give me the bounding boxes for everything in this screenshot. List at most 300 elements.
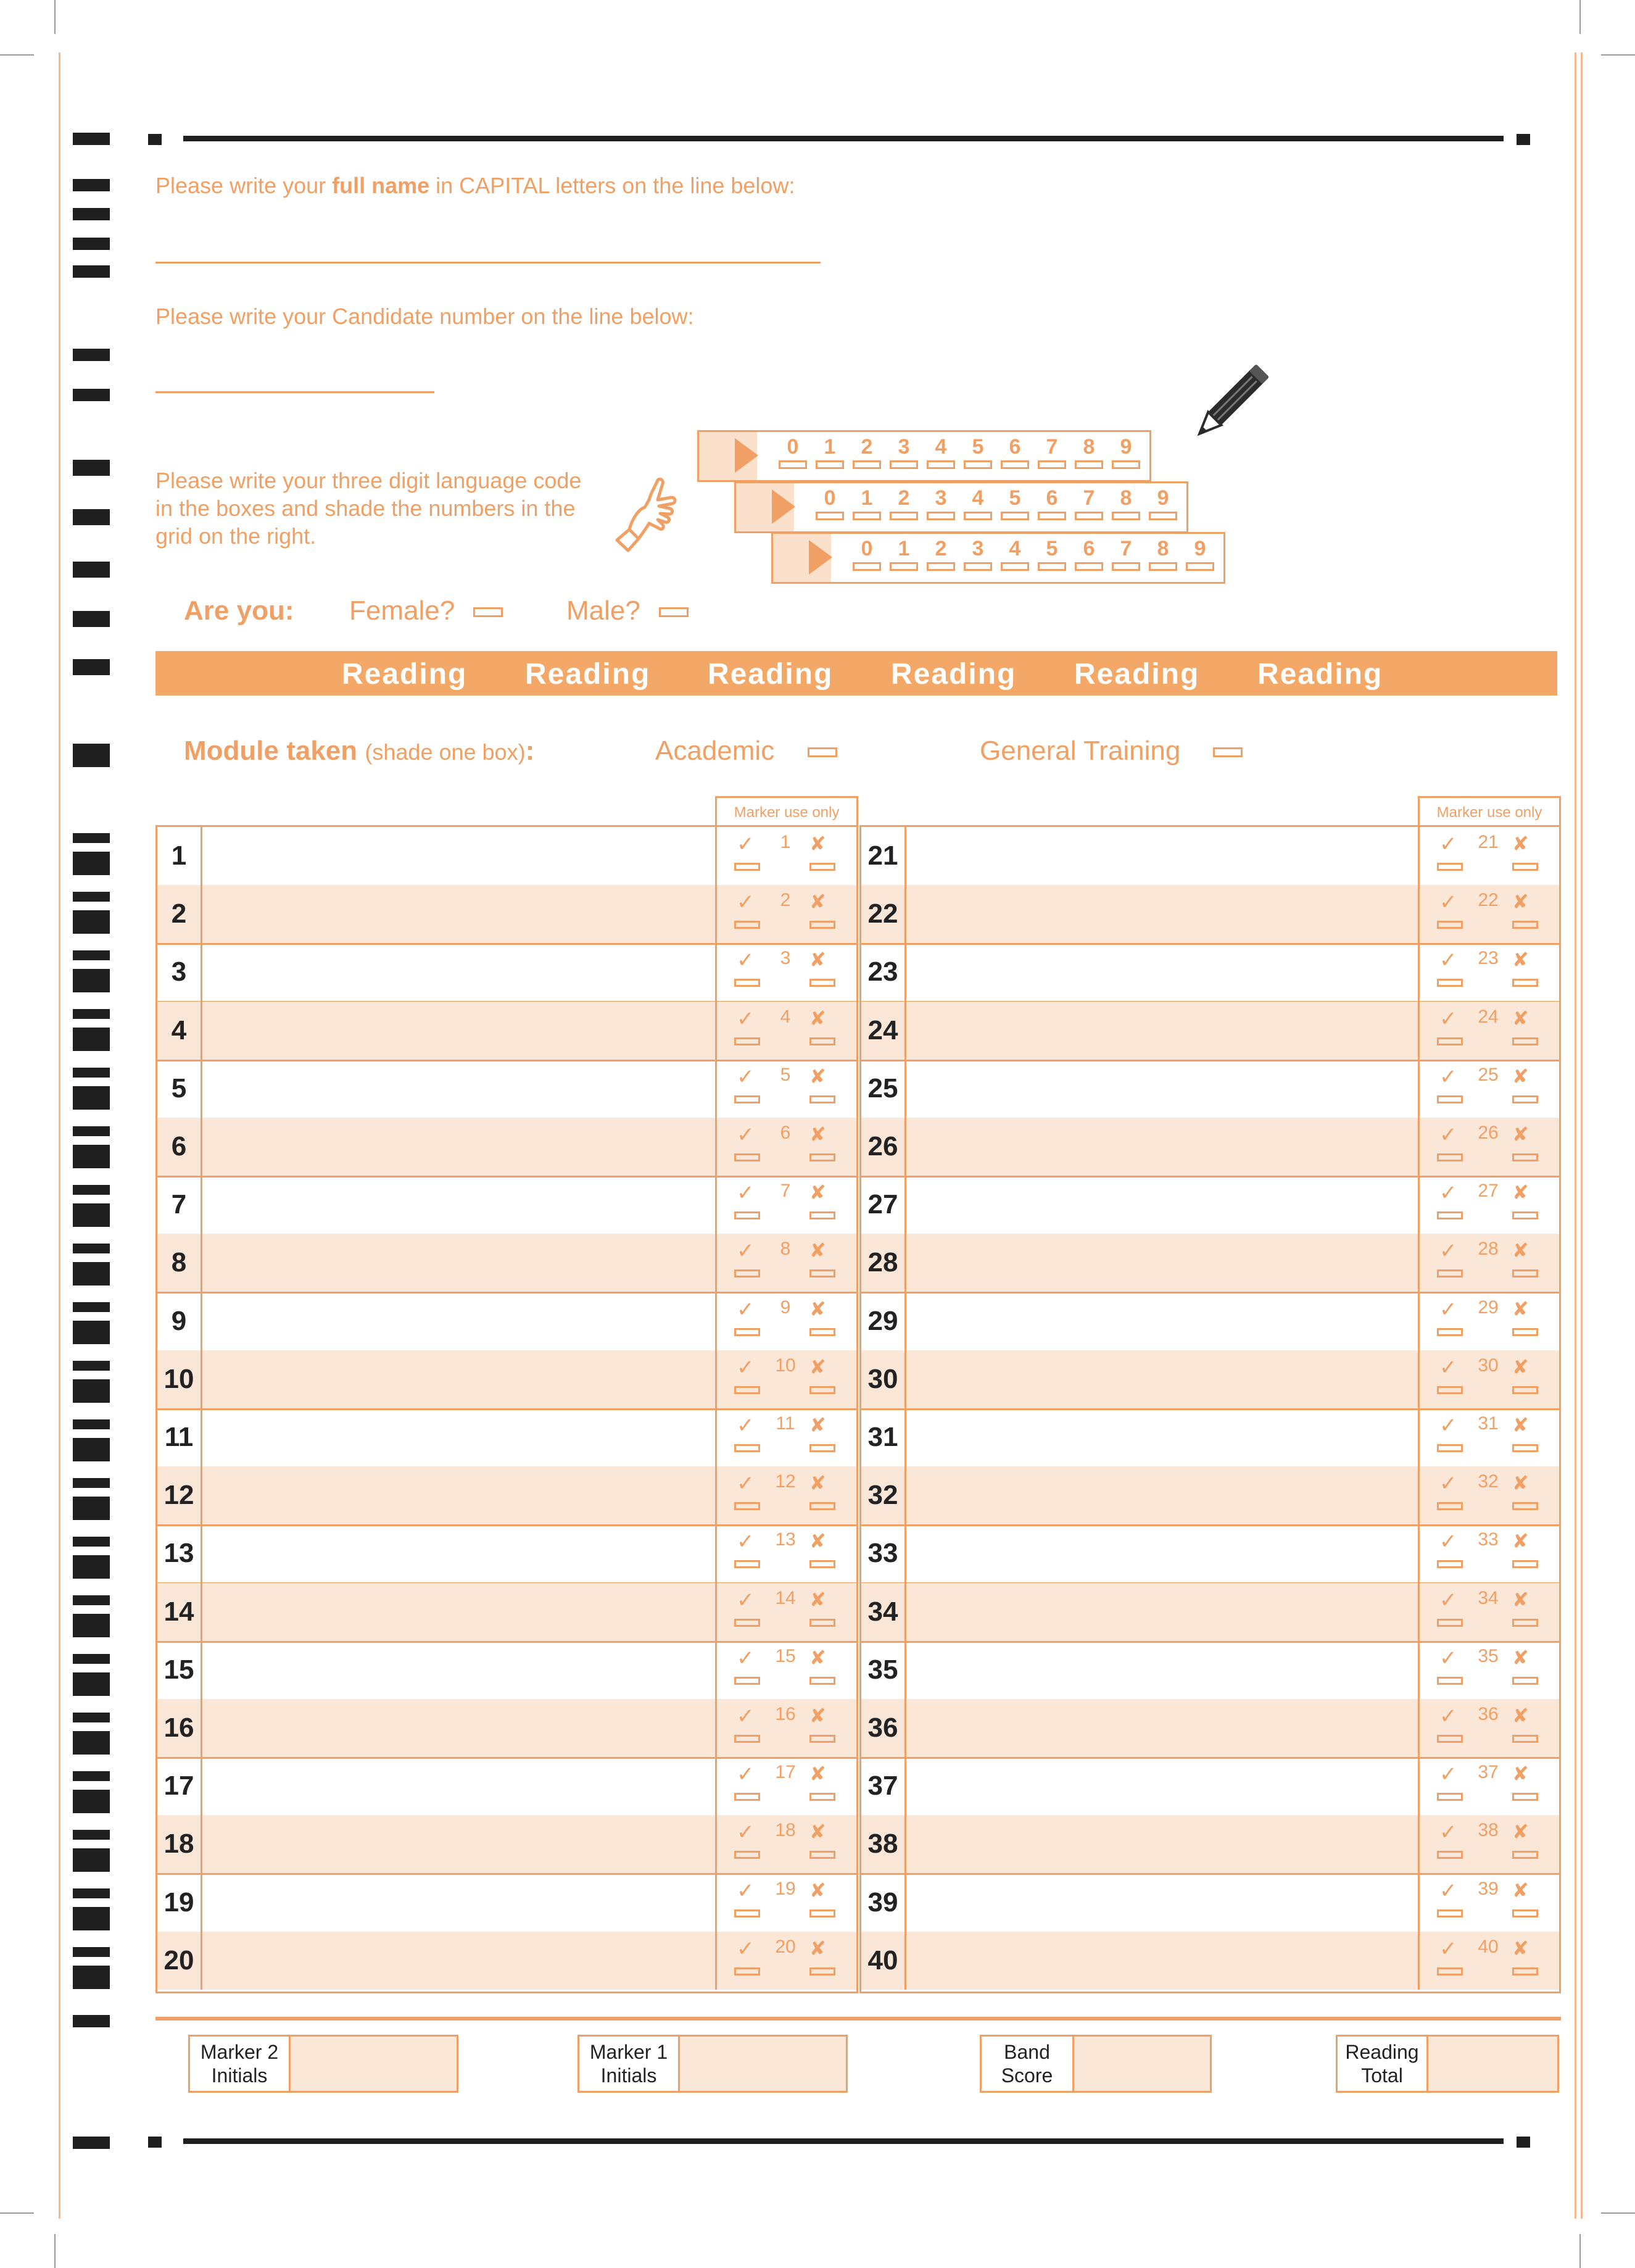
digit-checkbox[interactable] bbox=[816, 460, 844, 469]
timing-mark bbox=[73, 1203, 110, 1227]
incorrect-mark-box[interactable] bbox=[1512, 1328, 1538, 1336]
language-digit-option[interactable]: 8 bbox=[1072, 435, 1106, 469]
answer-row bbox=[861, 1757, 1559, 1817]
cross-icon: ✘ bbox=[1512, 1007, 1529, 1029]
correct-mark-box[interactable] bbox=[734, 1560, 760, 1568]
correct-mark-box[interactable] bbox=[734, 863, 760, 871]
timing-mark bbox=[73, 1713, 110, 1722]
answer-field[interactable] bbox=[906, 1641, 1420, 1699]
question-number: 40 bbox=[861, 1932, 906, 1990]
correct-mark-box[interactable] bbox=[734, 1037, 760, 1045]
answer-field[interactable] bbox=[906, 1002, 1420, 1060]
correct-mark-box[interactable] bbox=[734, 1619, 760, 1627]
language-digit-option[interactable]: 1 bbox=[813, 435, 847, 469]
correct-mark-box[interactable] bbox=[1437, 1037, 1463, 1045]
language-digit-option[interactable]: 9 bbox=[1183, 537, 1217, 571]
language-digit-option[interactable]: 0 bbox=[776, 435, 810, 469]
answer-field[interactable] bbox=[202, 1118, 717, 1176]
timing-mark bbox=[73, 1028, 110, 1051]
correct-mark-box[interactable] bbox=[734, 1909, 760, 1917]
tick-icon: ✓ bbox=[1439, 1588, 1457, 1612]
language-digit-option[interactable]: 3 bbox=[961, 537, 995, 571]
male-checkbox[interactable] bbox=[659, 607, 689, 617]
marker-cell bbox=[715, 1815, 853, 1873]
marker-question-number: 31 bbox=[1478, 1413, 1499, 1434]
cross-icon: ✘ bbox=[1512, 1239, 1529, 1262]
digit-checkbox[interactable] bbox=[964, 562, 992, 571]
answer-field[interactable] bbox=[906, 1234, 1420, 1292]
incorrect-mark-box[interactable] bbox=[1512, 1967, 1538, 1975]
marker-cell bbox=[715, 1350, 853, 1408]
digit-checkbox[interactable] bbox=[853, 512, 881, 520]
answer-field[interactable] bbox=[906, 1292, 1420, 1350]
band-label: Reading bbox=[1074, 658, 1200, 691]
timing-mark bbox=[73, 1654, 110, 1664]
marker-cell bbox=[715, 1408, 853, 1466]
marker-cell bbox=[715, 1874, 853, 1932]
correct-mark-box[interactable] bbox=[1437, 1386, 1463, 1394]
marker-question-number: 25 bbox=[1478, 1064, 1499, 1085]
question-number: 24 bbox=[861, 1002, 906, 1060]
correct-mark-box[interactable] bbox=[734, 1677, 760, 1685]
correct-mark-box[interactable] bbox=[734, 1851, 760, 1859]
correct-mark-box[interactable] bbox=[1437, 1444, 1463, 1452]
digit-checkbox[interactable] bbox=[1112, 512, 1140, 520]
crop-mark bbox=[0, 54, 34, 56]
marker-question-number: 27 bbox=[1478, 1181, 1499, 1202]
correct-mark-box[interactable] bbox=[1437, 1095, 1463, 1103]
answer-field[interactable] bbox=[906, 1699, 1420, 1757]
marker-question-number: 10 bbox=[775, 1355, 796, 1376]
language-digit-option[interactable]: 3 bbox=[887, 435, 921, 469]
answer-field[interactable] bbox=[202, 1757, 717, 1815]
tick-icon: ✓ bbox=[1439, 1239, 1457, 1263]
language-digit-option[interactable]: 9 bbox=[1146, 486, 1180, 520]
answer-field[interactable] bbox=[906, 1060, 1420, 1118]
question-number: 17 bbox=[157, 1757, 202, 1815]
question-number: 6 bbox=[157, 1118, 202, 1176]
answer-row bbox=[861, 1176, 1559, 1236]
incorrect-mark-box[interactable] bbox=[809, 1037, 835, 1045]
correct-mark-box[interactable] bbox=[734, 1153, 760, 1161]
band-score-field[interactable] bbox=[1074, 2037, 1210, 2091]
full-name-line[interactable] bbox=[155, 262, 821, 264]
timing-mark bbox=[73, 1790, 110, 1813]
incorrect-mark-box[interactable] bbox=[1512, 1269, 1538, 1277]
incorrect-mark-box[interactable] bbox=[1512, 1735, 1538, 1743]
cross-icon: ✘ bbox=[1512, 1705, 1529, 1727]
language-digit-option[interactable]: 7 bbox=[1035, 435, 1069, 469]
answer-field[interactable] bbox=[202, 1176, 717, 1234]
margin-rule bbox=[1581, 52, 1583, 2219]
correct-mark-box[interactable] bbox=[1437, 1269, 1463, 1277]
language-digit-option[interactable]: 5 bbox=[998, 486, 1032, 520]
answer-field[interactable] bbox=[906, 1524, 1420, 1582]
answer-field[interactable] bbox=[906, 1757, 1420, 1815]
question-number: 16 bbox=[157, 1699, 202, 1757]
answer-field[interactable] bbox=[202, 1060, 717, 1118]
incorrect-mark-box[interactable] bbox=[809, 1735, 835, 1743]
incorrect-mark-box[interactable] bbox=[809, 1619, 835, 1627]
answer-row bbox=[157, 1641, 856, 1701]
digit-checkbox[interactable] bbox=[853, 562, 881, 571]
answer-field[interactable] bbox=[906, 943, 1420, 1001]
cross-icon: ✘ bbox=[809, 1181, 826, 1204]
language-digit-option[interactable]: 1 bbox=[887, 537, 921, 571]
answer-row bbox=[157, 1466, 856, 1526]
answer-row bbox=[861, 1583, 1559, 1643]
reading-total-field[interactable] bbox=[1428, 2037, 1557, 2091]
marker-cell bbox=[715, 1060, 853, 1118]
timing-mark bbox=[73, 1830, 110, 1840]
correct-mark-box[interactable] bbox=[1437, 1560, 1463, 1568]
answer-field[interactable] bbox=[202, 1699, 717, 1757]
correct-mark-box[interactable] bbox=[734, 1386, 760, 1394]
question-number: 36 bbox=[861, 1699, 906, 1757]
general-training-checkbox[interactable] bbox=[1213, 747, 1243, 757]
language-digit-option[interactable]: 6 bbox=[1035, 486, 1069, 520]
cross-icon: ✘ bbox=[809, 1879, 826, 1901]
arrow-icon bbox=[772, 489, 795, 524]
digit-checkbox[interactable] bbox=[1038, 562, 1066, 571]
language-digit-option[interactable]: 1 bbox=[850, 486, 884, 520]
digit-checkbox[interactable] bbox=[1038, 460, 1066, 469]
question-number: 26 bbox=[861, 1118, 906, 1176]
digit-checkbox[interactable] bbox=[964, 512, 992, 520]
timing-mark bbox=[73, 1068, 110, 1078]
cross-icon: ✘ bbox=[1512, 1472, 1529, 1495]
incorrect-mark-box[interactable] bbox=[1512, 1386, 1538, 1394]
correct-mark-box[interactable] bbox=[1437, 1967, 1463, 1975]
digit-checkbox[interactable] bbox=[1149, 562, 1177, 571]
timing-mark bbox=[73, 133, 110, 145]
male-option[interactable]: Male? bbox=[566, 596, 689, 626]
language-digit-option[interactable]: 6 bbox=[998, 435, 1032, 469]
candidate-number-line[interactable] bbox=[155, 391, 434, 393]
marker-question-number: 39 bbox=[1478, 1878, 1499, 1899]
incorrect-mark-box[interactable] bbox=[809, 1909, 835, 1917]
marker-question-number: 3 bbox=[780, 948, 791, 969]
digit-checkbox[interactable] bbox=[890, 512, 918, 520]
correct-mark-box[interactable] bbox=[734, 921, 760, 929]
tick-icon: ✓ bbox=[737, 949, 755, 973]
marker-cell bbox=[1418, 1932, 1555, 1990]
incorrect-mark-box[interactable] bbox=[1512, 1444, 1538, 1452]
incorrect-mark-box[interactable] bbox=[809, 1851, 835, 1859]
correct-mark-box[interactable] bbox=[734, 979, 760, 987]
incorrect-mark-box[interactable] bbox=[809, 1677, 835, 1685]
incorrect-mark-box[interactable] bbox=[1512, 1909, 1538, 1917]
registration-square bbox=[148, 2137, 162, 2148]
answer-field[interactable] bbox=[906, 1874, 1420, 1932]
correct-mark-box[interactable] bbox=[1437, 1502, 1463, 1510]
incorrect-mark-box[interactable] bbox=[809, 863, 835, 871]
timing-mark bbox=[73, 1009, 110, 1019]
band-label: Reading bbox=[891, 658, 1017, 691]
marker-cell bbox=[1418, 1350, 1555, 1408]
correct-mark-box[interactable] bbox=[734, 1328, 760, 1336]
digit-checkbox[interactable] bbox=[1112, 562, 1140, 571]
answer-field[interactable] bbox=[202, 1874, 717, 1932]
pointing-hand-icon bbox=[611, 475, 679, 552]
tick-icon: ✓ bbox=[737, 1763, 755, 1787]
answer-row bbox=[861, 1699, 1559, 1759]
language-digit-option[interactable]: 8 bbox=[1109, 486, 1143, 520]
tick-icon: ✓ bbox=[737, 1705, 755, 1728]
language-digit-option[interactable]: 9 bbox=[1109, 435, 1143, 469]
female-option[interactable]: Female? bbox=[349, 596, 503, 626]
tick-icon: ✓ bbox=[1439, 1763, 1457, 1787]
language-digit-option[interactable]: 4 bbox=[998, 537, 1032, 571]
digit-checkbox[interactable] bbox=[1038, 512, 1066, 520]
incorrect-mark-box[interactable] bbox=[1512, 1037, 1538, 1045]
correct-mark-box[interactable] bbox=[1437, 1153, 1463, 1161]
general-training-option[interactable]: General Training bbox=[980, 736, 1243, 766]
incorrect-mark-box[interactable] bbox=[1512, 1211, 1538, 1219]
correct-mark-box[interactable] bbox=[734, 1095, 760, 1103]
digit-checkbox[interactable] bbox=[1001, 460, 1029, 469]
marker-cell bbox=[715, 943, 853, 1001]
answer-field[interactable] bbox=[202, 827, 717, 885]
cross-icon: ✘ bbox=[1512, 1821, 1529, 1843]
pencil-icon bbox=[1182, 359, 1274, 452]
language-digit-option[interactable]: 8 bbox=[1146, 537, 1180, 571]
cross-icon: ✘ bbox=[809, 1937, 826, 1959]
correct-mark-box[interactable] bbox=[1437, 921, 1463, 929]
incorrect-mark-box[interactable] bbox=[1512, 921, 1538, 929]
language-digit-option[interactable]: 2 bbox=[850, 435, 884, 469]
digit-checkbox[interactable] bbox=[1075, 460, 1103, 469]
answer-field[interactable] bbox=[202, 1234, 717, 1292]
incorrect-mark-box[interactable] bbox=[1512, 1095, 1538, 1103]
incorrect-mark-box[interactable] bbox=[1512, 1793, 1538, 1801]
cross-icon: ✘ bbox=[809, 1530, 826, 1553]
answer-field[interactable] bbox=[202, 1583, 717, 1641]
incorrect-mark-box[interactable] bbox=[809, 1153, 835, 1161]
marker-cell bbox=[1418, 1118, 1555, 1176]
correct-mark-box[interactable] bbox=[734, 1735, 760, 1743]
incorrect-mark-box[interactable] bbox=[1512, 1619, 1538, 1627]
incorrect-mark-box[interactable] bbox=[1512, 1851, 1538, 1859]
digit-checkbox[interactable] bbox=[1186, 562, 1214, 571]
correct-mark-box[interactable] bbox=[1437, 1211, 1463, 1219]
timing-mark bbox=[73, 1555, 110, 1579]
answer-row bbox=[157, 1234, 856, 1294]
incorrect-mark-box[interactable] bbox=[809, 1967, 835, 1975]
answer-field[interactable] bbox=[202, 1408, 717, 1466]
question-number: 11 bbox=[157, 1408, 202, 1466]
marker-1-initials-field[interactable] bbox=[680, 2037, 846, 2091]
digit-checkbox[interactable] bbox=[779, 460, 807, 469]
digit-checkbox[interactable] bbox=[1112, 460, 1140, 469]
academic-checkbox[interactable] bbox=[808, 747, 837, 757]
incorrect-mark-box[interactable] bbox=[809, 1095, 835, 1103]
footer-rule bbox=[155, 2017, 1561, 2021]
correct-mark-box[interactable] bbox=[1437, 1677, 1463, 1685]
question-number: 7 bbox=[157, 1176, 202, 1234]
answer-field[interactable] bbox=[906, 1408, 1420, 1466]
marker-question-number: 18 bbox=[775, 1820, 796, 1841]
language-digit-option[interactable]: 7 bbox=[1072, 486, 1106, 520]
answer-row bbox=[157, 1757, 856, 1817]
answer-row bbox=[861, 885, 1559, 945]
cross-icon: ✘ bbox=[809, 1123, 826, 1145]
incorrect-mark-box[interactable] bbox=[1512, 1502, 1538, 1510]
correct-mark-box[interactable] bbox=[1437, 1328, 1463, 1336]
tick-icon: ✓ bbox=[737, 1065, 755, 1089]
cross-icon: ✘ bbox=[1512, 1297, 1529, 1320]
answer-row bbox=[157, 1583, 856, 1643]
answer-field[interactable] bbox=[906, 1815, 1420, 1873]
answer-field[interactable] bbox=[202, 1466, 717, 1524]
incorrect-mark-box[interactable] bbox=[809, 1211, 835, 1219]
language-digit-option[interactable]: 0 bbox=[813, 486, 847, 520]
language-digit-option[interactable]: 2 bbox=[924, 537, 958, 571]
correct-mark-box[interactable] bbox=[734, 1269, 760, 1277]
answer-field[interactable] bbox=[906, 1176, 1420, 1234]
answer-field[interactable] bbox=[906, 1583, 1420, 1641]
language-digit-option[interactable]: 4 bbox=[961, 486, 995, 520]
answer-field[interactable] bbox=[202, 1292, 717, 1350]
correct-mark-box[interactable] bbox=[1437, 863, 1463, 871]
digit-checkbox[interactable] bbox=[927, 562, 955, 571]
language-digit-option[interactable]: 2 bbox=[887, 486, 921, 520]
timing-mark bbox=[73, 2015, 110, 2027]
incorrect-mark-box[interactable] bbox=[809, 979, 835, 987]
answer-field[interactable] bbox=[202, 1002, 717, 1060]
answer-field[interactable] bbox=[906, 827, 1420, 885]
marker-cell bbox=[1418, 1524, 1555, 1582]
incorrect-mark-box[interactable] bbox=[1512, 1677, 1538, 1685]
incorrect-mark-box[interactable] bbox=[809, 1269, 835, 1277]
marker-2-initials-field[interactable] bbox=[291, 2037, 457, 2091]
band-label: Reading bbox=[1257, 658, 1383, 691]
tick-icon: ✓ bbox=[737, 1181, 755, 1205]
digit-checkbox[interactable] bbox=[927, 460, 955, 469]
incorrect-mark-box[interactable] bbox=[809, 921, 835, 929]
answer-field[interactable] bbox=[202, 1932, 717, 1990]
correct-mark-box[interactable] bbox=[734, 1444, 760, 1452]
language-digit-option[interactable]: 4 bbox=[924, 435, 958, 469]
digit-checkbox[interactable] bbox=[1075, 512, 1103, 520]
question-number: 5 bbox=[157, 1060, 202, 1118]
marker-use-header-left: Marker use only bbox=[715, 796, 858, 828]
marker-question-number: 23 bbox=[1478, 948, 1499, 969]
question-number: 35 bbox=[861, 1641, 906, 1699]
question-number: 30 bbox=[861, 1350, 906, 1408]
incorrect-mark-box[interactable] bbox=[1512, 863, 1538, 871]
incorrect-mark-box[interactable] bbox=[809, 1386, 835, 1394]
answer-field[interactable] bbox=[202, 1350, 717, 1408]
language-digit-option[interactable]: 5 bbox=[1035, 537, 1069, 571]
timing-mark bbox=[73, 1478, 110, 1488]
candidate-number-prompt: Please write your Candidate number on the line below: bbox=[155, 304, 694, 329]
digit-checkbox[interactable] bbox=[890, 460, 918, 469]
question-number: 37 bbox=[861, 1757, 906, 1815]
correct-mark-box[interactable] bbox=[1437, 1851, 1463, 1859]
incorrect-mark-box[interactable] bbox=[809, 1444, 835, 1452]
incorrect-mark-box[interactable] bbox=[809, 1328, 835, 1336]
correct-mark-box[interactable] bbox=[734, 1502, 760, 1510]
answer-row bbox=[861, 1524, 1559, 1584]
incorrect-mark-box[interactable] bbox=[809, 1793, 835, 1801]
correct-mark-box[interactable] bbox=[1437, 979, 1463, 987]
answer-field[interactable] bbox=[202, 885, 717, 943]
marker-cell bbox=[1418, 1176, 1555, 1234]
correct-mark-box[interactable] bbox=[734, 1211, 760, 1219]
answer-field[interactable] bbox=[202, 1641, 717, 1699]
answer-field[interactable] bbox=[906, 885, 1420, 943]
digit-checkbox[interactable] bbox=[890, 562, 918, 571]
gender-label: Are you: bbox=[184, 596, 294, 626]
digit-checkbox[interactable] bbox=[964, 460, 992, 469]
band-label: Reading bbox=[708, 658, 834, 691]
female-checkbox[interactable] bbox=[473, 607, 503, 617]
answer-field[interactable] bbox=[906, 1466, 1420, 1524]
marker-cell bbox=[1418, 1757, 1555, 1815]
question-number: 4 bbox=[157, 1002, 202, 1060]
answer-field[interactable] bbox=[906, 1932, 1420, 1990]
marker-cell bbox=[715, 1176, 853, 1234]
digit-checkbox[interactable] bbox=[1001, 562, 1029, 571]
incorrect-mark-box[interactable] bbox=[1512, 1560, 1538, 1568]
language-digit-option[interactable]: 6 bbox=[1072, 537, 1106, 571]
cross-icon: ✘ bbox=[809, 1705, 826, 1727]
digit-checkbox[interactable] bbox=[816, 512, 844, 520]
language-digit-option[interactable]: 0 bbox=[850, 537, 884, 571]
digit-checkbox[interactable] bbox=[927, 512, 955, 520]
language-digit-option[interactable]: 3 bbox=[924, 486, 958, 520]
answer-field[interactable] bbox=[906, 1350, 1420, 1408]
language-digit-option[interactable]: 5 bbox=[961, 435, 995, 469]
digit-checkbox[interactable] bbox=[1149, 512, 1177, 520]
incorrect-mark-box[interactable] bbox=[809, 1560, 835, 1568]
correct-mark-box[interactable] bbox=[734, 1793, 760, 1801]
top-rule bbox=[183, 136, 1504, 141]
tick-icon: ✓ bbox=[1439, 891, 1457, 915]
correct-mark-box[interactable] bbox=[1437, 1793, 1463, 1801]
incorrect-mark-box[interactable] bbox=[1512, 979, 1538, 987]
correct-mark-box[interactable] bbox=[734, 1967, 760, 1975]
cross-icon: ✘ bbox=[1512, 1530, 1529, 1553]
question-number: 2 bbox=[157, 885, 202, 943]
marker-cell bbox=[1418, 1002, 1555, 1060]
answer-field[interactable] bbox=[202, 1815, 717, 1873]
answer-grid-left bbox=[155, 825, 858, 1993]
correct-mark-box[interactable] bbox=[1437, 1735, 1463, 1743]
digit-checkbox[interactable] bbox=[853, 460, 881, 469]
answer-field[interactable] bbox=[906, 1118, 1420, 1176]
digit-checkbox[interactable] bbox=[1075, 562, 1103, 571]
answer-row bbox=[861, 1292, 1559, 1352]
correct-mark-box[interactable] bbox=[1437, 1619, 1463, 1627]
arrow-icon bbox=[809, 540, 832, 575]
correct-mark-box[interactable] bbox=[1437, 1909, 1463, 1917]
incorrect-mark-box[interactable] bbox=[1512, 1153, 1538, 1161]
answer-field[interactable] bbox=[202, 1524, 717, 1582]
digit-checkbox[interactable] bbox=[1001, 512, 1029, 520]
academic-option[interactable]: Academic bbox=[655, 736, 837, 766]
marker-question-number: 35 bbox=[1478, 1645, 1499, 1666]
answer-field[interactable] bbox=[202, 943, 717, 1001]
incorrect-mark-box[interactable] bbox=[809, 1502, 835, 1510]
language-digit-strip-1 bbox=[697, 430, 1151, 482]
tick-icon: ✓ bbox=[1439, 1181, 1457, 1205]
marker-cell bbox=[1418, 1641, 1555, 1699]
language-digit-option[interactable]: 7 bbox=[1109, 537, 1143, 571]
timing-mark bbox=[73, 1379, 110, 1403]
timing-mark bbox=[73, 238, 110, 250]
